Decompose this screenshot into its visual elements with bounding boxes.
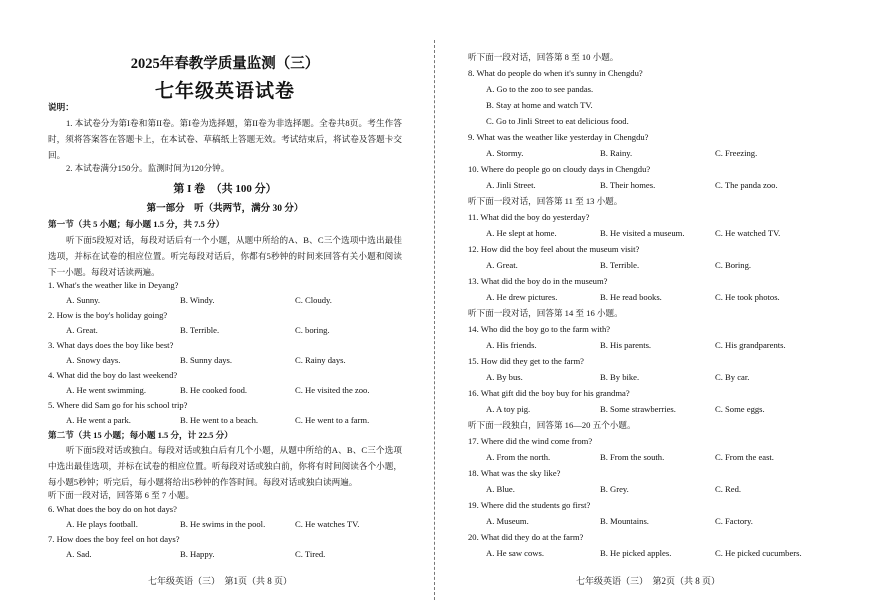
question-19: 19. Where did the students go first? bbox=[468, 500, 591, 510]
q1-option-b: B. Windy. bbox=[180, 295, 215, 305]
q15-option-b: B. By bike. bbox=[600, 372, 640, 382]
q12-option-a: A. Great. bbox=[486, 260, 518, 270]
question-14: 14. Who did the boy go to the farm with? bbox=[468, 324, 611, 334]
q12-option-b: B. Terrible. bbox=[600, 260, 640, 270]
q2-option-a: A. Great. bbox=[66, 325, 98, 335]
question-20: 20. What did they do at the farm? bbox=[468, 532, 584, 542]
q3-option-a: A. Snowy days. bbox=[66, 355, 121, 365]
note-2: 2. 本试卷满分150分。监测时间为120分钟。 bbox=[66, 163, 230, 173]
q9-option-a: A. Stormy. bbox=[486, 148, 524, 158]
question-11: 11. What did the boy do yesterday? bbox=[468, 212, 590, 222]
q9-option-c: C. Freezing. bbox=[715, 148, 758, 158]
q9-option-b: B. Rainy. bbox=[600, 148, 633, 158]
question-2: 2. How is the boy's holiday going? bbox=[48, 310, 168, 320]
sec2-instructions: 听下面5段对话或独白。每段对话或独白后有几个小题，从题中所给的A、B、C三个选项中选出最佳选项，并标在试卷的相应位置。听每段对话或独白前，你将有时间阅读各个小题，每小题5秒钟；听完后，每小题将给出5秒钟的作答时间。每段对话或独白读两遍。 bbox=[48, 445, 402, 487]
sec1-instructions: 听下面5段短对话，每段对话后有一个小题，从题中所给的A、B、C三个选项中选出最佳选项，并标在试卷的相应位置。听完每段对话后，你都有5秒钟的时间来回答有关小题和阅读下一小题。每段对话读两遍。 bbox=[48, 235, 402, 277]
q6-option-b: B. He swims in the pool. bbox=[180, 519, 266, 529]
question-7: 7. How does the boy feel on hot days? bbox=[48, 534, 180, 544]
left-page bbox=[48, 0, 402, 614]
q4-option-a: A. He went swimming. bbox=[66, 385, 146, 395]
q13-option-c: C. He took photos. bbox=[715, 292, 780, 302]
exam-title: 2025年春教学质量监测（三） bbox=[130, 56, 320, 72]
page-divider bbox=[434, 40, 435, 600]
question-4: 4. What did the boy do last weekend? bbox=[48, 370, 178, 380]
question-5: 5. Where did Sam go for his school trip? bbox=[48, 400, 188, 410]
q6-option-c: C. He watches TV. bbox=[295, 519, 360, 529]
question-8: 8. What do people do when it's sunny in Chengdu? bbox=[468, 68, 643, 78]
conversation-intro-6-7: 听下面一段对话，回答第 6 至 7 小题。 bbox=[48, 490, 195, 500]
q11-option-b: B. He visited a museum. bbox=[600, 228, 685, 238]
q10-option-a: A. Jinli Street. bbox=[486, 180, 536, 190]
question-16: 16. What gift did the boy buy for his grandma? bbox=[468, 388, 630, 398]
q5-option-a: A. He went a park. bbox=[66, 415, 131, 425]
q11-option-c: C. He watched TV. bbox=[715, 228, 781, 238]
q19-option-c: C. Factory. bbox=[715, 516, 753, 526]
q13-option-a: A. He drew pictures. bbox=[486, 292, 558, 302]
q6-option-a: A. He plays football. bbox=[66, 519, 138, 529]
q14-option-b: B. His parents. bbox=[600, 340, 652, 350]
q17-option-c: C. From the east. bbox=[715, 452, 774, 462]
q3-option-c: C. Rainy days. bbox=[295, 355, 346, 365]
notes-label: 说明： bbox=[48, 102, 74, 112]
note-1: 1. 本试卷分为第I卷和第II卷。第I卷为选择题，第II卷为非选择题。全卷共8页。考生作答时，须将答案答在答题卡上，在本试卷、草稿纸上答题无效。考试结束后，将试卷及答题卡交回。 bbox=[48, 118, 402, 160]
question-13: 13. What did the boy do in the museum? bbox=[468, 276, 608, 286]
q18-option-c: C. Red. bbox=[715, 484, 742, 494]
exam-subtitle: 七年级英语试卷 bbox=[154, 81, 295, 102]
q15-option-a: A. By bus. bbox=[486, 372, 523, 382]
question-9: 9. What was the weather like yesterday in Chengdu? bbox=[468, 132, 649, 142]
question-10: 10. Where do people go on cloudy days in Chengdu? bbox=[468, 164, 651, 174]
q19-option-a: A. Museum. bbox=[486, 516, 529, 526]
q14-option-a: A. His friends. bbox=[486, 340, 537, 350]
question-12: 12. How did the boy feel about the museum visit? bbox=[468, 244, 640, 254]
q12-option-c: C. Boring. bbox=[715, 260, 752, 270]
conversation-intro-14-16: 听下面一段对话，回答第 14 至 16 小题。 bbox=[468, 308, 623, 318]
page-footer-2: 七年级英语（三） 第2页（共 8 页） bbox=[576, 576, 721, 586]
q16-option-b: B. Some strawberries. bbox=[600, 404, 676, 414]
question-6: 6. What does the boy do on hot days? bbox=[48, 504, 177, 514]
q10-option-b: B. Their homes. bbox=[600, 180, 656, 190]
q7-option-b: B. Happy. bbox=[180, 549, 215, 559]
q20-option-a: A. He saw cows. bbox=[486, 548, 544, 558]
question-1: 1. What's the weather like in Deyang? bbox=[48, 280, 179, 290]
q16-option-c: C. Some eggs. bbox=[715, 404, 765, 414]
q4-option-b: B. He cooked food. bbox=[180, 385, 248, 395]
q4-option-c: C. He visited the zoo. bbox=[295, 385, 370, 395]
q18-option-b: B. Grey. bbox=[600, 484, 629, 494]
q1-option-c: C. Cloudy. bbox=[295, 295, 332, 305]
page-footer-1: 七年级英语（三） 第1页（共 8 页） bbox=[148, 576, 293, 586]
question-18: 18. What was the sky like? bbox=[468, 468, 561, 478]
q2-option-b: B. Terrible. bbox=[180, 325, 220, 335]
q8-option-a: A. Go to the zoo to see pandas. bbox=[486, 84, 594, 94]
q17-option-a: A. From the north. bbox=[486, 452, 551, 462]
part-title: 第 I 卷 （共 100 分） bbox=[173, 183, 277, 195]
q18-option-a: A. Blue. bbox=[486, 484, 515, 494]
q19-option-b: B. Mountains. bbox=[600, 516, 649, 526]
sec2-heading: 第二节（共 15 小题；每小题 1.5 分，计 22.5 分） bbox=[48, 430, 233, 440]
question-17: 17. Where did the wind come from? bbox=[468, 436, 593, 446]
q20-option-c: C. He picked cucumbers. bbox=[715, 548, 802, 558]
q7-option-a: A. Sad. bbox=[66, 549, 92, 559]
conversation-intro-8-10: 听下面一段对话，回答第 8 至 10 小题。 bbox=[468, 52, 619, 62]
q5-option-c: C. He went to a farm. bbox=[295, 415, 370, 425]
q11-option-a: A. He slept at home. bbox=[486, 228, 557, 238]
q1-option-a: A. Sunny. bbox=[66, 295, 101, 305]
conversation-intro-11-13: 听下面一段对话，回答第 11 至 13 小题。 bbox=[468, 196, 623, 206]
q17-option-b: B. From the south. bbox=[600, 452, 665, 462]
question-3: 3. What days does the boy like best? bbox=[48, 340, 174, 350]
q5-option-b: B. He went to a beach. bbox=[180, 415, 259, 425]
section-title: 第一部分 听（共两节，满分 30 分） bbox=[146, 204, 304, 214]
q7-option-c: C. Tired. bbox=[295, 549, 326, 559]
question-15: 15. How did they get to the farm? bbox=[468, 356, 584, 366]
q8-option-c: C. Go to Jinli Street to eat delicious food. bbox=[486, 116, 629, 126]
q8-option-b: B. Stay at home and watch TV. bbox=[486, 100, 593, 110]
q10-option-c: C. The panda zoo. bbox=[715, 180, 778, 190]
q13-option-b: B. He read books. bbox=[600, 292, 662, 302]
q15-option-c: C. By car. bbox=[715, 372, 750, 382]
monologue-intro-16-20: 听下面一段独白，回答第 16—20 五个小题。 bbox=[468, 420, 636, 430]
q16-option-a: A. A toy pig. bbox=[486, 404, 531, 414]
q14-option-c: C. His grandparents. bbox=[715, 340, 786, 350]
q20-option-b: B. He picked apples. bbox=[600, 548, 672, 558]
sec1-heading: 第一节（共 5 小题；每小题 1.5 分，共 7.5 分） bbox=[48, 219, 225, 229]
q2-option-c: C. boring. bbox=[295, 325, 330, 335]
right-page bbox=[468, 0, 830, 614]
q3-option-b: B. Sunny days. bbox=[180, 355, 233, 365]
